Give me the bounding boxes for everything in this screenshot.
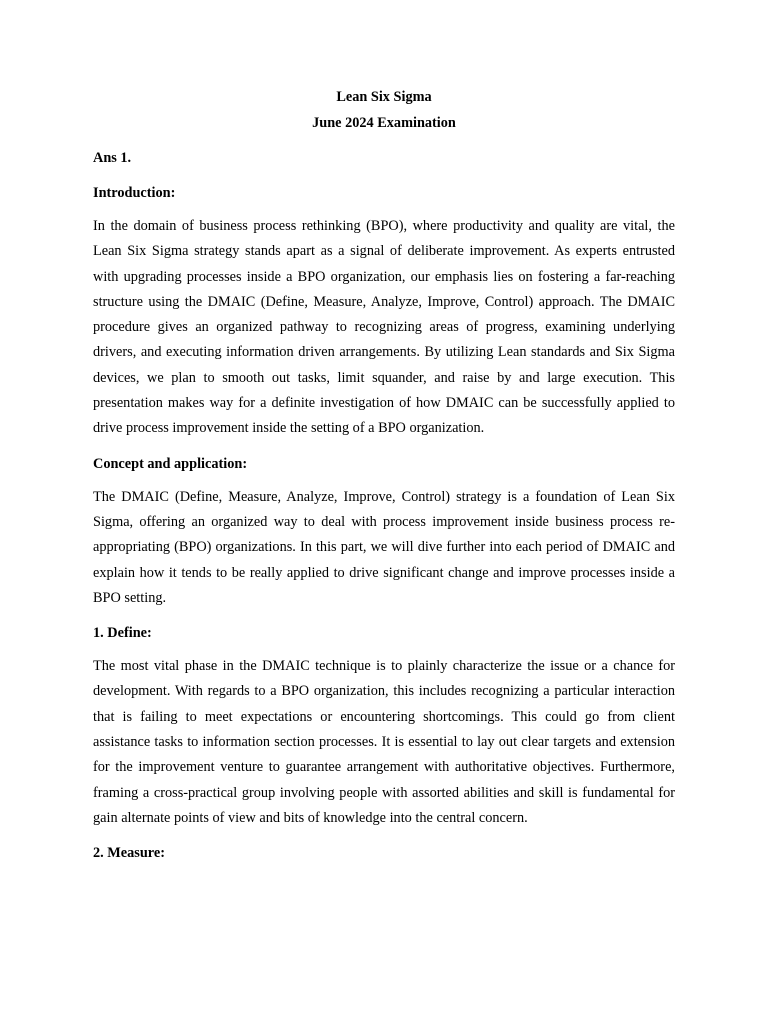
concept-paragraph: The DMAIC (Define, Measure, Analyze, Improve, Control) strategy is a foundation of Lean Six Sigma, offering an organized way to deal with process improvement inside business process re-appropriating (BPO) organizations. In this part, we will dive further into each period of DMAIC and explain how it tends to be really applied to drive significant change and improve processes inside a BPO setting. xyxy=(93,488,675,606)
document-content xyxy=(93,86,675,864)
measure-heading: 2. Measure: xyxy=(93,845,165,862)
introduction-heading: Introduction: xyxy=(93,185,176,201)
concept-heading: Concept and application: xyxy=(93,455,248,472)
define-paragraph: The most vital phase in the DMAIC technique is to plainly characterize the issue or a chance for development. With regards to a BPO organization, this includes recognizing a particular interaction that is failing to meet expectations or encountering shortcomings. This could go from client assistance tasks to information section processes. It is essential to lay out clear targets and extension for the improvement venture to guarantee arrangement with authoritative objectives. Furthermore, framing a cross-practical group involving people with assorted abilities and skill is fundamental for gain alternate points of view and bits of knowledge into the central concern. xyxy=(93,658,675,826)
define-heading: 1. Define: xyxy=(93,625,152,642)
document-title: Lean Six Sigma xyxy=(336,89,432,105)
introduction-paragraph: In the domain of business process rethinking (BPO), where productivity and quality are vital, the Lean Six Sigma strategy stands apart as a signal of deliberate improvement. As experts entrusted with upgrading processes inside a BPO organization, our emphasis lies on fostering a far-reaching structure using the DMAIC (Define, Measure, Analyze, Improve, Control) approach. The DMAIC procedure gives an organized pathway to recognizing areas of progress, examining underlying drivers, and executing information driven arrangements. By utilizing Lean standards and Six Sigma devices, we plan to smooth out tasks, limit squander, and raise by and large execution. This presentation makes way for a definite investigation of how DMAIC can be successfully applied to drive process improvement inside the setting of a BPO organization. xyxy=(93,218,675,437)
answer-label: Ans 1. xyxy=(93,150,132,166)
document-subtitle: June 2024 Examination xyxy=(312,115,456,131)
